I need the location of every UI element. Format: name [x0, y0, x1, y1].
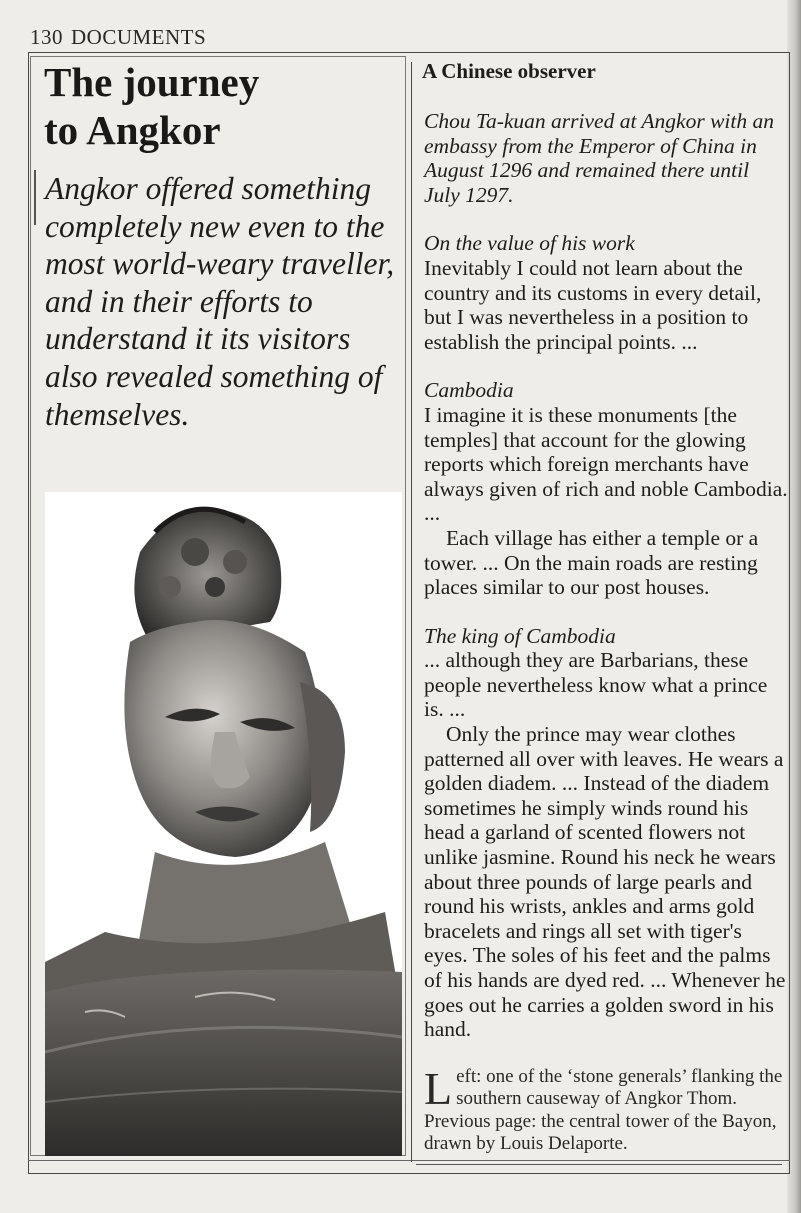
article-right-column	[424, 58, 789, 1155]
running-head	[30, 25, 206, 50]
subheading: The king of Cambodia	[424, 623, 616, 648]
section-king	[424, 624, 789, 1042]
section-label: DOCUMENTS	[71, 25, 207, 49]
title-line-1: The journey	[44, 59, 260, 105]
section-heading: A Chinese observer	[422, 59, 596, 83]
caption-text: eft: one of the ‘stone generals’ flanking the southern causeway of Angkor Thom. Previous page: the central tower of the Bayon, drawn by Louis Delaporte.	[424, 1065, 783, 1154]
column-divider	[411, 62, 412, 1162]
intro-rule	[34, 170, 36, 225]
stone-general-statue-icon	[45, 492, 402, 1156]
page-number: 130	[30, 25, 63, 49]
stone-general-photo	[45, 492, 402, 1156]
intro-note: Chou Ta-kuan arrived at Angkor with an embassy from the Emperor of China in August 1296 and remained there until July 1297.	[424, 109, 774, 207]
paragraph: Only the prince may wear clothes patterned all over with leaves. He wears a golden diadem. ... Instead of the diadem sometimes he simply winds round his head a garland of scented flowers not unlike jasmine. Round his neck he wears about three pounds of large pearls and round his wrists, ankles and arms gold bracelets and rings all set with tiger's eyes. The soles of his feet and the palms of his hands are dyed red. ... Whenever he goes out he carries a golden sword in his hand.	[424, 722, 786, 1042]
intro-text: Angkor offered something completely new even to the most world-weary traveller, and in their efforts to understand it its visitors also revealed something of themselves.	[45, 171, 395, 432]
frame-bottom-rule	[28, 1160, 790, 1161]
subheading: On the value of his work	[424, 231, 635, 256]
photo-caption	[424, 1062, 789, 1156]
caption-dropcap: L	[424, 1062, 453, 1114]
paragraph: Inevitably I could not learn about the country and its customs in every detail, but I was nevertheless in a position to establish the principal points. ...	[424, 255, 762, 354]
caption-rule	[416, 1164, 782, 1165]
article-title	[44, 58, 394, 154]
section-value-of-work	[424, 231, 789, 354]
paragraph: ... although they are Barbarians, these people nevertheless know what a prince is. ...	[424, 648, 768, 722]
paragraph: I imagine it is these monuments [the temples] that account for the glowing reports which foreign merchants have always given of rich and noble Cambodia. ...	[424, 402, 788, 526]
section-cambodia	[424, 378, 789, 599]
subheading: Cambodia	[424, 378, 514, 403]
paragraph: Each village has either a temple or a tower. ... On the main roads are resting places similar to our post houses.	[424, 525, 759, 600]
title-line-2: to Angkor	[44, 107, 221, 153]
